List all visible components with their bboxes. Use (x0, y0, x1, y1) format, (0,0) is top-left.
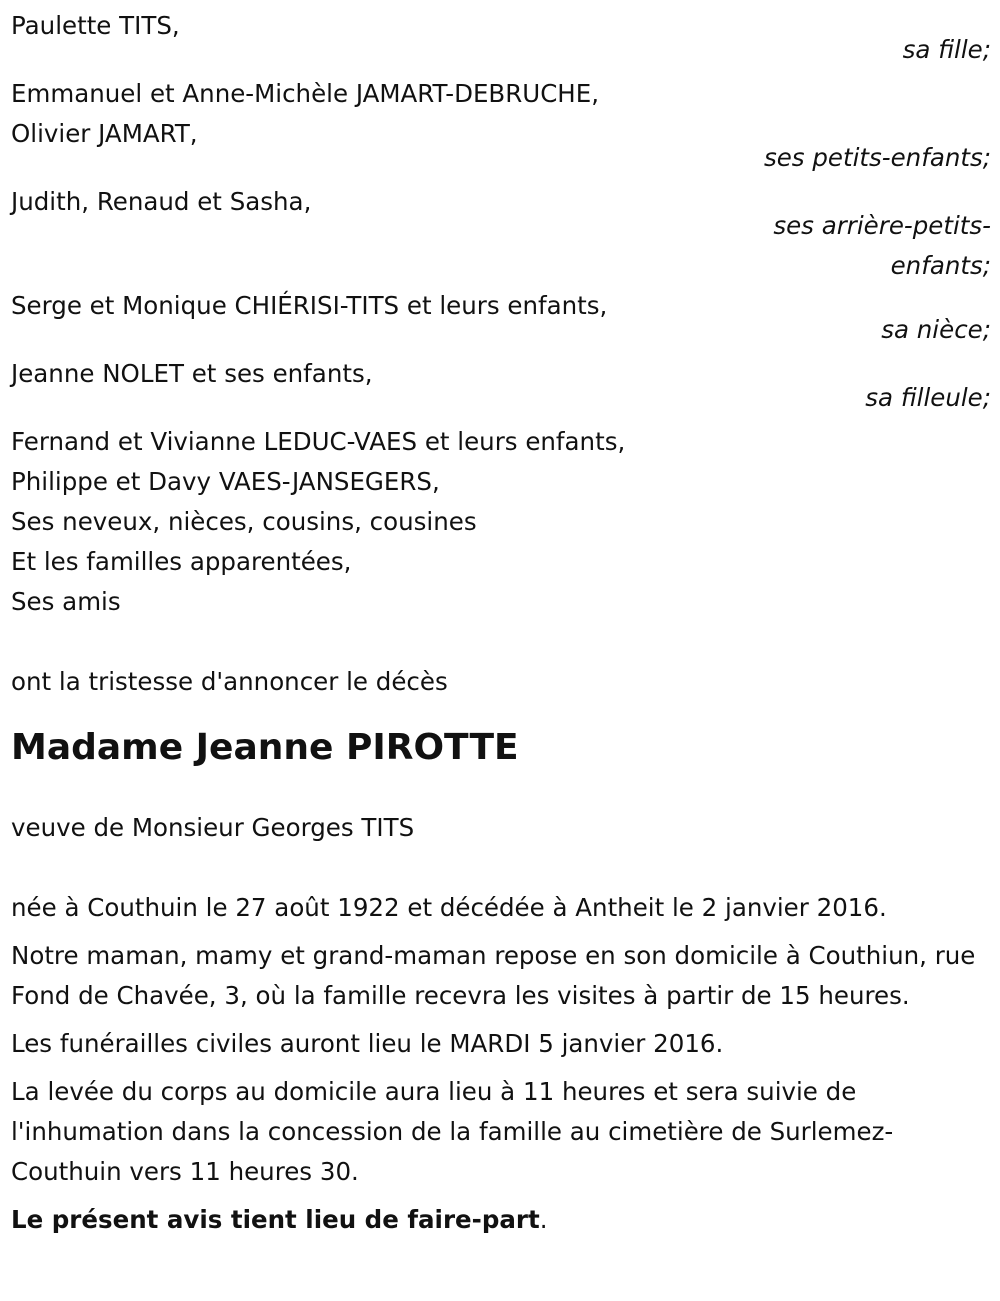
widow-of: veuve de Monsieur Georges TITS (11, 813, 415, 842)
other-relatives-1: Fernand et Vivianne LEDUC-VAES et leurs enfants, (11, 427, 626, 456)
rest-text: Notre maman, mamy et grand-maman repose en son domicile à Couthiun, rue Fond de Chavée, 3, où la famille recevra les visites à partir de 15 heures. (11, 941, 976, 1010)
procession-text: La levée du corps au domicile aura lieu à 11 heures et sera suivie de l'inhumation dans la concession de la famille au cimetière de Surlemez-Couthuin vers 11 heures 30. (11, 1077, 894, 1186)
other-relatives-3: Ses neveux, nièces, cousins, cousines (11, 507, 477, 536)
death-notice (11, 6, 991, 1248)
notice-end: . (539, 1205, 548, 1234)
notice-bold-text: Le présent avis tient lieu de faire-part (11, 1205, 540, 1234)
deceased-name: Madame Jeanne PIROTTE (11, 727, 519, 768)
grandchildren-line-2: Olivier JAMART, (11, 119, 198, 148)
announcement-text: ont la tristesse d'annoncer le décès (11, 667, 448, 696)
notice-line (11, 1200, 991, 1240)
daughter-role: sa fille; (902, 35, 991, 64)
funeral-text: Les funérailles civiles auront lieu le MARDI 5 janvier 2016. (11, 1029, 724, 1058)
other-relatives-4: Et les familles apparentées, (11, 547, 352, 576)
birth-death-text: née à Couthuin le 27 août 1922 et décédée à Antheit le 2 janvier 2016. (11, 893, 887, 922)
goddaughter-role: sa filleule; (865, 383, 991, 412)
grandchildren-line-1: Emmanuel et Anne-Michèle JAMART-DEBRUCHE, (11, 79, 599, 108)
great-grandchildren-name: Judith, Renaud et Sasha, (11, 187, 312, 216)
daughter-name: Paulette TITS, (11, 11, 180, 40)
great-grandchildren-role-line-1: ses arrière-petits- (773, 211, 991, 240)
niece-name: Serge et Monique CHIÉRISI-TITS et leurs enfants, (11, 291, 608, 320)
niece-role: sa nièce; (881, 315, 991, 344)
grandchildren-role: ses petits-enfants; (763, 143, 991, 172)
great-grandchildren-role-line-2: enfants; (890, 251, 991, 280)
other-relatives-5: Ses amis (11, 587, 121, 616)
goddaughter-name: Jeanne NOLET et ses enfants, (11, 359, 373, 388)
other-relatives-2: Philippe et Davy VAES-JANSEGERS, (11, 467, 440, 496)
